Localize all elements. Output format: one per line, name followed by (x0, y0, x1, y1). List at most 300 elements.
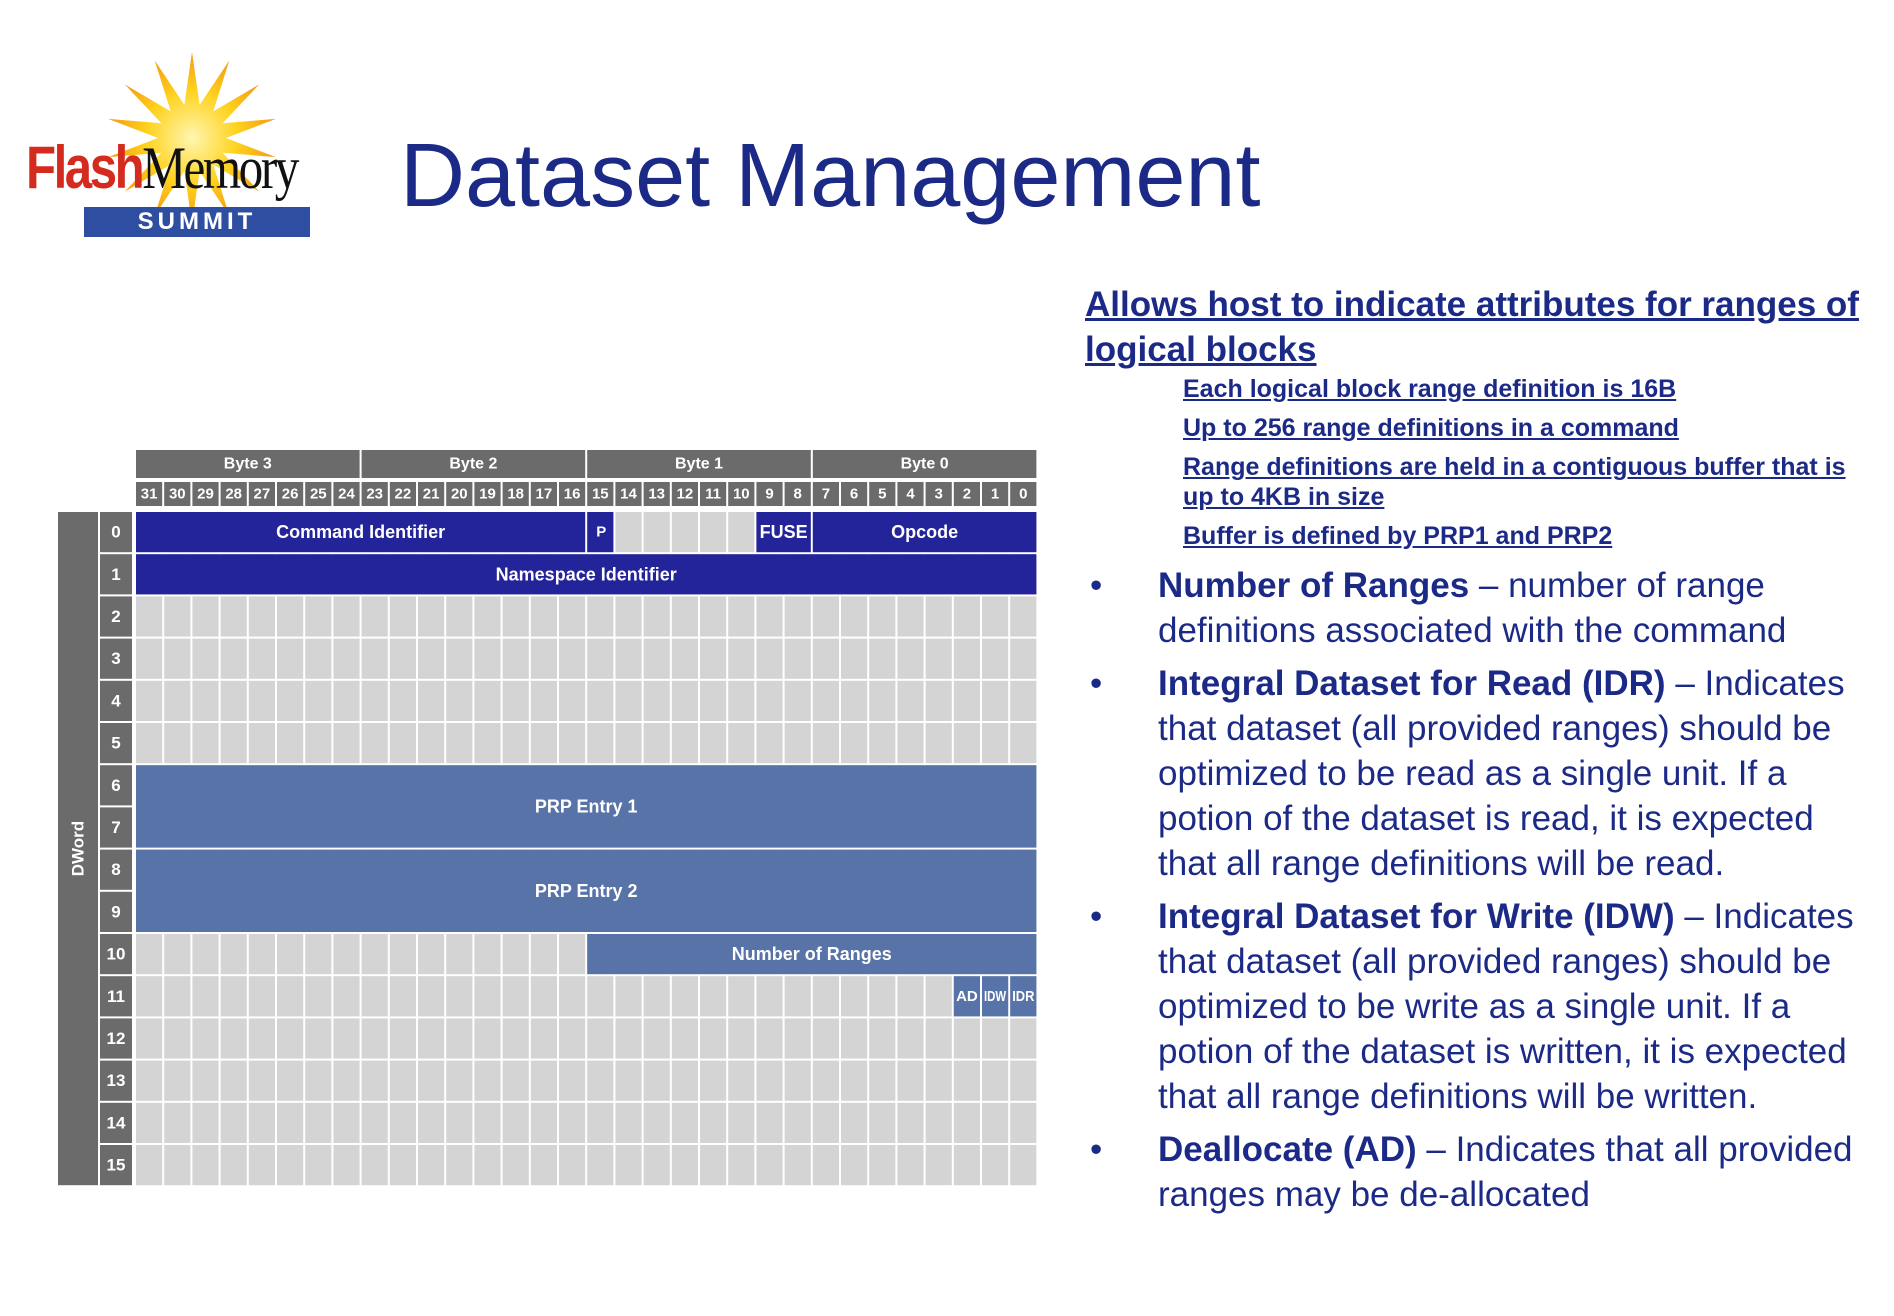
bit-header-label: 26 (281, 485, 299, 503)
reserved-bit-cell (644, 1018, 670, 1058)
reserved-bit-cell (841, 723, 867, 763)
reserved-bit-cell (841, 976, 867, 1016)
reserved-bit-cell (559, 1061, 585, 1101)
dword-index-label: 6 (111, 775, 121, 795)
reserved-bit-cell (446, 1061, 472, 1101)
reserved-bit-cell (446, 1018, 472, 1058)
dword-index-label: 9 (111, 902, 121, 922)
reserved-bit-cell (503, 934, 529, 974)
reserved-bit-cell (897, 681, 923, 721)
reserved-bit-cell (305, 681, 331, 721)
byte-header-label: Byte 0 (900, 455, 949, 473)
reserved-bit-cell (587, 596, 613, 636)
bullet-term: Deallocate (AD) (1158, 1130, 1417, 1169)
reserved-bit-cell (869, 639, 895, 679)
reserved-bit-cell (249, 1018, 275, 1058)
reserved-bit-cell (446, 1145, 472, 1185)
reserved-bit-cell (362, 976, 388, 1016)
bullet-item (1085, 661, 1875, 886)
bit-header-label: 17 (535, 485, 553, 503)
reserved-bit-cell (897, 976, 923, 1016)
bit-header-label: 5 (878, 485, 887, 503)
reserved-bit-cell (333, 681, 359, 721)
reserved-bit-cell (474, 681, 500, 721)
reserved-bit-cell (813, 723, 839, 763)
reserved-bit-cell (700, 1103, 726, 1143)
reserved-bit-cell (503, 1103, 529, 1143)
reserved-bit-cell (615, 1145, 641, 1185)
reserved-bit-cell (531, 1103, 557, 1143)
reserved-bit-cell (559, 934, 585, 974)
reserved-bit-cell (333, 639, 359, 679)
reserved-bit-cell (672, 723, 698, 763)
bullet-dot: • (1090, 664, 1103, 703)
reserved-bit-cell (362, 681, 388, 721)
reserved-bit-cell (333, 1103, 359, 1143)
reserved-bit-cell (897, 723, 923, 763)
reserved-bit-cell (249, 1061, 275, 1101)
bullet-dot: • (1090, 897, 1103, 936)
bullet-list (1085, 563, 1875, 1217)
page-title: Dataset Management (400, 126, 1261, 226)
reserved-bit-cell (1010, 639, 1036, 679)
reserved-bit-cell (136, 639, 162, 679)
reserved-bit-cell (305, 639, 331, 679)
reserved-bit-cell (136, 934, 162, 974)
dword-index-label: 12 (106, 1029, 126, 1048)
reserved-bit-cell (672, 1103, 698, 1143)
reserved-bit-cell (474, 1145, 500, 1185)
bit-header-label: 30 (168, 485, 186, 503)
reserved-bit-cell (587, 976, 613, 1016)
reserved-bit-cell (503, 681, 529, 721)
reserved-bit-cell (615, 1103, 641, 1143)
byte-header-label: Byte 2 (449, 455, 498, 473)
field-label: Namespace Identifier (495, 564, 677, 585)
reserved-bit-cell (333, 1061, 359, 1101)
reserved-bit-cell (192, 1018, 218, 1058)
reserved-bit-cell (813, 1145, 839, 1185)
reserved-bit-cell (390, 934, 416, 974)
bit-header-label: 25 (309, 485, 327, 503)
field-label: P (596, 523, 607, 541)
reserved-bit-cell (728, 1061, 754, 1101)
reserved-bit-cell (954, 723, 980, 763)
sub-point: Range definitions are held in a contiguous buffer that is up to 4KB in size (1183, 453, 1846, 511)
reserved-bit-cell (785, 639, 811, 679)
reserved-bit-cell (390, 723, 416, 763)
reserved-bit-cell (587, 1103, 613, 1143)
reserved-bit-cell (390, 1018, 416, 1058)
reserved-bit-cell (813, 1018, 839, 1058)
bit-header-label: 9 (765, 485, 774, 503)
reserved-bit-cell (672, 1018, 698, 1058)
reserved-bit-cell (644, 1103, 670, 1143)
reserved-bit-cell (277, 596, 303, 636)
reserved-bit-cell (390, 639, 416, 679)
reserved-bit-cell (644, 512, 670, 552)
reserved-bit-cell (277, 934, 303, 974)
reserved-bit-cell (136, 596, 162, 636)
reserved-bit-cell (756, 681, 782, 721)
reserved-bit-cell (474, 1018, 500, 1058)
reserved-bit-cell (277, 1145, 303, 1185)
reserved-bit-cell (813, 1103, 839, 1143)
reserved-bit-cell (277, 1061, 303, 1101)
reserved-bit-cell (841, 596, 867, 636)
dword-index-label: 2 (111, 607, 121, 626)
bullet-item (1085, 563, 1875, 653)
reserved-bit-cell (362, 1061, 388, 1101)
reserved-bit-cell (362, 639, 388, 679)
reserved-bit-cell (672, 639, 698, 679)
reserved-bit-cell (446, 681, 472, 721)
reserved-bit-cell (587, 1061, 613, 1101)
reserved-bit-cell (446, 1103, 472, 1143)
reserved-bit-cell (559, 1145, 585, 1185)
reserved-bit-cell (446, 596, 472, 636)
sub-point: Up to 256 range definitions in a command (1183, 414, 1679, 442)
reserved-bit-cell (644, 976, 670, 1016)
reserved-bit-cell (559, 976, 585, 1016)
reserved-bit-cell (418, 1103, 444, 1143)
field-label: IDR (1012, 987, 1035, 1005)
reserved-bit-cell (446, 639, 472, 679)
reserved-bit-cell (728, 639, 754, 679)
reserved-bit-cell (474, 976, 500, 1016)
reserved-bit-cell (672, 1061, 698, 1101)
reserved-bit-cell (136, 681, 162, 721)
bit-header-label: 14 (620, 485, 637, 503)
reserved-bit-cell (672, 1145, 698, 1185)
reserved-bit-cell (587, 639, 613, 679)
byte-header-label: Byte 1 (674, 455, 724, 473)
sub-point-list (1183, 374, 1875, 551)
reserved-bit-cell (418, 976, 444, 1016)
bullet-text: – Indicates that dataset (all provided ranges) should be optimized to be write as a single unit. If a potion of the dataset is written, it is expected that all range definitions will be written. (1158, 897, 1854, 1116)
reserved-bit-cell (841, 1018, 867, 1058)
reserved-bit-cell (277, 681, 303, 721)
reserved-bit-cell (785, 976, 811, 1016)
reserved-bit-cell (954, 1103, 980, 1143)
bit-header-label: 8 (793, 485, 802, 503)
reserved-bit-cell (192, 1061, 218, 1101)
reserved-bit-cell (221, 1061, 247, 1101)
reserved-bit-cell (531, 1145, 557, 1185)
field-label: IDW (984, 987, 1007, 1005)
reserved-bit-cell (136, 723, 162, 763)
reserved-bit-cell (305, 596, 331, 636)
bit-header-label: 12 (676, 485, 694, 503)
reserved-bit-cell (756, 723, 782, 763)
bit-header-label: 2 (962, 485, 972, 503)
bit-header-label: 23 (366, 485, 384, 503)
reserved-bit-cell (531, 934, 557, 974)
bit-header-label: 7 (821, 485, 831, 503)
reserved-bit-cell (277, 639, 303, 679)
dword-index-label: 5 (111, 733, 121, 753)
reserved-bit-cell (700, 1018, 726, 1058)
reserved-bit-cell (785, 1145, 811, 1185)
reserved-bit-cell (390, 1103, 416, 1143)
reserved-bit-cell (785, 1018, 811, 1058)
reserved-bit-cell (531, 976, 557, 1016)
reserved-bit-cell (644, 681, 670, 721)
reserved-bit-cell (418, 681, 444, 721)
reserved-bit-cell (1010, 1103, 1036, 1143)
dword-index-label: 8 (111, 860, 121, 880)
reserved-bit-cell (672, 512, 698, 552)
reserved-bit-cell (954, 1018, 980, 1058)
reserved-bit-cell (897, 1103, 923, 1143)
reserved-bit-cell (841, 681, 867, 721)
reserved-bit-cell (305, 1061, 331, 1101)
reserved-bit-cell (700, 596, 726, 636)
reserved-bit-cell (164, 681, 190, 721)
reserved-bit-cell (982, 1145, 1008, 1185)
reserved-bit-cell (221, 1103, 247, 1143)
bit-header-label: 10 (732, 485, 750, 503)
bit-header-label: 15 (591, 485, 609, 503)
reserved-bit-cell (700, 681, 726, 721)
reserved-bit-cell (362, 934, 388, 974)
reserved-bit-cell (841, 1103, 867, 1143)
bullet-term: Integral Dataset for Write (IDW) (1158, 897, 1675, 936)
reserved-bit-cell (305, 723, 331, 763)
reserved-bit-cell (954, 1061, 980, 1101)
reserved-bit-cell (333, 723, 359, 763)
reserved-bit-cell (1010, 1061, 1036, 1101)
reserved-bit-cell (531, 723, 557, 763)
reserved-bit-cell (672, 681, 698, 721)
bit-header-label: 6 (849, 485, 859, 503)
reserved-bit-cell (785, 681, 811, 721)
dword-index-label: 1 (111, 564, 121, 584)
reserved-bit-cell (418, 596, 444, 636)
reserved-bit-cell (503, 1018, 529, 1058)
reserved-bit-cell (333, 934, 359, 974)
reserved-bit-cell (615, 512, 641, 552)
reserved-bit-cell (700, 976, 726, 1016)
field-label: Number of Ranges (731, 944, 892, 965)
reserved-bit-cell (756, 639, 782, 679)
reserved-bit-cell (164, 1145, 190, 1185)
bit-header-label: 28 (225, 485, 243, 503)
reserved-bit-cell (446, 723, 472, 763)
reserved-bit-cell (559, 639, 585, 679)
reserved-bit-cell (785, 596, 811, 636)
reserved-bit-cell (277, 1018, 303, 1058)
reserved-bit-cell (305, 1145, 331, 1185)
reserved-bit-cell (474, 639, 500, 679)
reserved-bit-cell (954, 639, 980, 679)
reserved-bit-cell (136, 1145, 162, 1185)
bit-header-label: 29 (197, 485, 214, 503)
field-label: Command Identifier (276, 522, 446, 543)
reserved-bit-cell (164, 596, 190, 636)
reserved-bit-cell (841, 1145, 867, 1185)
field-label: PRP Entry 2 (534, 880, 638, 901)
bit-header-label: 18 (507, 485, 525, 503)
dword-index-label: 7 (111, 818, 121, 837)
reserved-bit-cell (362, 596, 388, 636)
reserved-bit-cell (474, 723, 500, 763)
reserved-bit-cell (503, 596, 529, 636)
reserved-bit-cell (869, 1018, 895, 1058)
reserved-bit-cell (221, 639, 247, 679)
reserved-bit-cell (926, 1061, 952, 1101)
reserved-bit-cell (615, 976, 641, 1016)
bullet-text: – number of range definitions associated with the command (1158, 566, 1787, 650)
reserved-bit-cell (390, 1145, 416, 1185)
reserved-bit-cell (249, 681, 275, 721)
dword-index-label: 14 (106, 1113, 126, 1133)
reserved-bit-cell (728, 1103, 754, 1143)
reserved-bit-cell (869, 976, 895, 1016)
bullet-term: Number of Ranges (1158, 566, 1470, 605)
reserved-bit-cell (813, 976, 839, 1016)
reserved-bit-cell (390, 681, 416, 721)
reserved-bit-cell (305, 976, 331, 1016)
reserved-bit-cell (728, 681, 754, 721)
reserved-bit-cell (249, 1103, 275, 1143)
reserved-bit-cell (954, 681, 980, 721)
reserved-bit-cell (785, 1103, 811, 1143)
reserved-bit-cell (644, 1145, 670, 1185)
reserved-bit-cell (362, 1018, 388, 1058)
reserved-bit-cell (982, 639, 1008, 679)
reserved-bit-cell (728, 1018, 754, 1058)
reserved-bit-cell (700, 1145, 726, 1185)
reserved-bit-cell (362, 1103, 388, 1143)
reserved-bit-cell (418, 934, 444, 974)
reserved-bit-cell (136, 976, 162, 1016)
reserved-bit-cell (813, 639, 839, 679)
reserved-bit-cell (221, 1145, 247, 1185)
description-panel (1085, 282, 1875, 1225)
reserved-bit-cell (813, 1061, 839, 1101)
reserved-bit-cell (926, 1018, 952, 1058)
field-label: Opcode (891, 522, 959, 543)
reserved-bit-cell (305, 1018, 331, 1058)
reserved-bit-cell (305, 1103, 331, 1143)
reserved-bit-cell (503, 723, 529, 763)
reserved-bit-cell (728, 976, 754, 1016)
reserved-bit-cell (982, 1103, 1008, 1143)
reserved-bit-cell (390, 1061, 416, 1101)
reserved-bit-cell (192, 681, 218, 721)
reserved-bit-cell (869, 596, 895, 636)
reserved-bit-cell (221, 976, 247, 1016)
bit-header-label: 20 (450, 485, 468, 503)
reserved-bit-cell (249, 976, 275, 1016)
reserved-bit-cell (474, 1061, 500, 1101)
reserved-bit-cell (982, 596, 1008, 636)
reserved-bit-cell (418, 723, 444, 763)
reserved-bit-cell (390, 596, 416, 636)
reserved-bit-cell (531, 681, 557, 721)
reserved-bit-cell (559, 723, 585, 763)
reserved-bit-cell (164, 934, 190, 974)
reserved-bit-cell (192, 723, 218, 763)
reserved-bit-cell (615, 639, 641, 679)
bit-header-label: 13 (648, 485, 666, 503)
reserved-bit-cell (644, 639, 670, 679)
reserved-bit-cell (136, 1061, 162, 1101)
reserved-bit-cell (728, 1145, 754, 1185)
dword-index-label: 4 (111, 691, 121, 711)
reserved-bit-cell (615, 723, 641, 763)
reserved-bit-cell (362, 723, 388, 763)
reserved-bit-cell (249, 1145, 275, 1185)
reserved-bit-cell (1010, 1145, 1036, 1185)
reserved-bit-cell (615, 681, 641, 721)
reserved-bit-cell (164, 1061, 190, 1101)
reserved-bit-cell (897, 596, 923, 636)
reserved-bit-cell (1010, 1018, 1036, 1058)
reserved-bit-cell (841, 1061, 867, 1101)
reserved-bit-cell (926, 723, 952, 763)
reserved-bit-cell (164, 976, 190, 1016)
reserved-bit-cell (503, 1061, 529, 1101)
reserved-bit-cell (277, 976, 303, 1016)
reserved-bit-cell (446, 934, 472, 974)
dword-index-label: 3 (111, 649, 121, 669)
reserved-bit-cell (644, 1061, 670, 1101)
reserved-bit-cell (474, 934, 500, 974)
reserved-bit-cell (785, 1061, 811, 1101)
reserved-bit-cell (531, 596, 557, 636)
bullet-item (1085, 1127, 1875, 1217)
reserved-bit-cell (700, 1061, 726, 1101)
reserved-bit-cell (249, 723, 275, 763)
reserved-bit-cell (841, 639, 867, 679)
reserved-bit-cell (785, 723, 811, 763)
reserved-bit-cell (756, 1103, 782, 1143)
field-label: PRP Entry 1 (534, 796, 638, 817)
reserved-bit-cell (559, 596, 585, 636)
bit-header-label: 22 (394, 485, 412, 503)
field-label: FUSE (759, 522, 808, 543)
reserved-bit-cell (756, 976, 782, 1016)
reserved-bit-cell (192, 596, 218, 636)
reserved-bit-cell (926, 681, 952, 721)
reserved-bit-cell (1010, 723, 1036, 763)
reserved-bit-cell (418, 1018, 444, 1058)
reserved-bit-cell (418, 639, 444, 679)
reserved-bit-cell (869, 1145, 895, 1185)
reserved-bit-cell (333, 1145, 359, 1185)
reserved-bit-cell (503, 1145, 529, 1185)
dword-index-label: 15 (106, 1155, 126, 1175)
reserved-bit-cell (305, 934, 331, 974)
reserved-bit-cell (756, 1145, 782, 1185)
reserved-bit-cell (954, 1145, 980, 1185)
reserved-bit-cell (136, 1103, 162, 1143)
reserved-bit-cell (700, 723, 726, 763)
reserved-bit-cell (926, 596, 952, 636)
byte-header-label: Byte 3 (223, 455, 272, 473)
reserved-bit-cell (531, 1018, 557, 1058)
reserved-bit-cell (333, 976, 359, 1016)
reserved-bit-cell (982, 681, 1008, 721)
reserved-bit-cell (164, 723, 190, 763)
reserved-bit-cell (644, 723, 670, 763)
reserved-bit-cell (869, 681, 895, 721)
reserved-bit-cell (221, 723, 247, 763)
dword-index-label: 0 (111, 522, 121, 542)
reserved-bit-cell (249, 639, 275, 679)
